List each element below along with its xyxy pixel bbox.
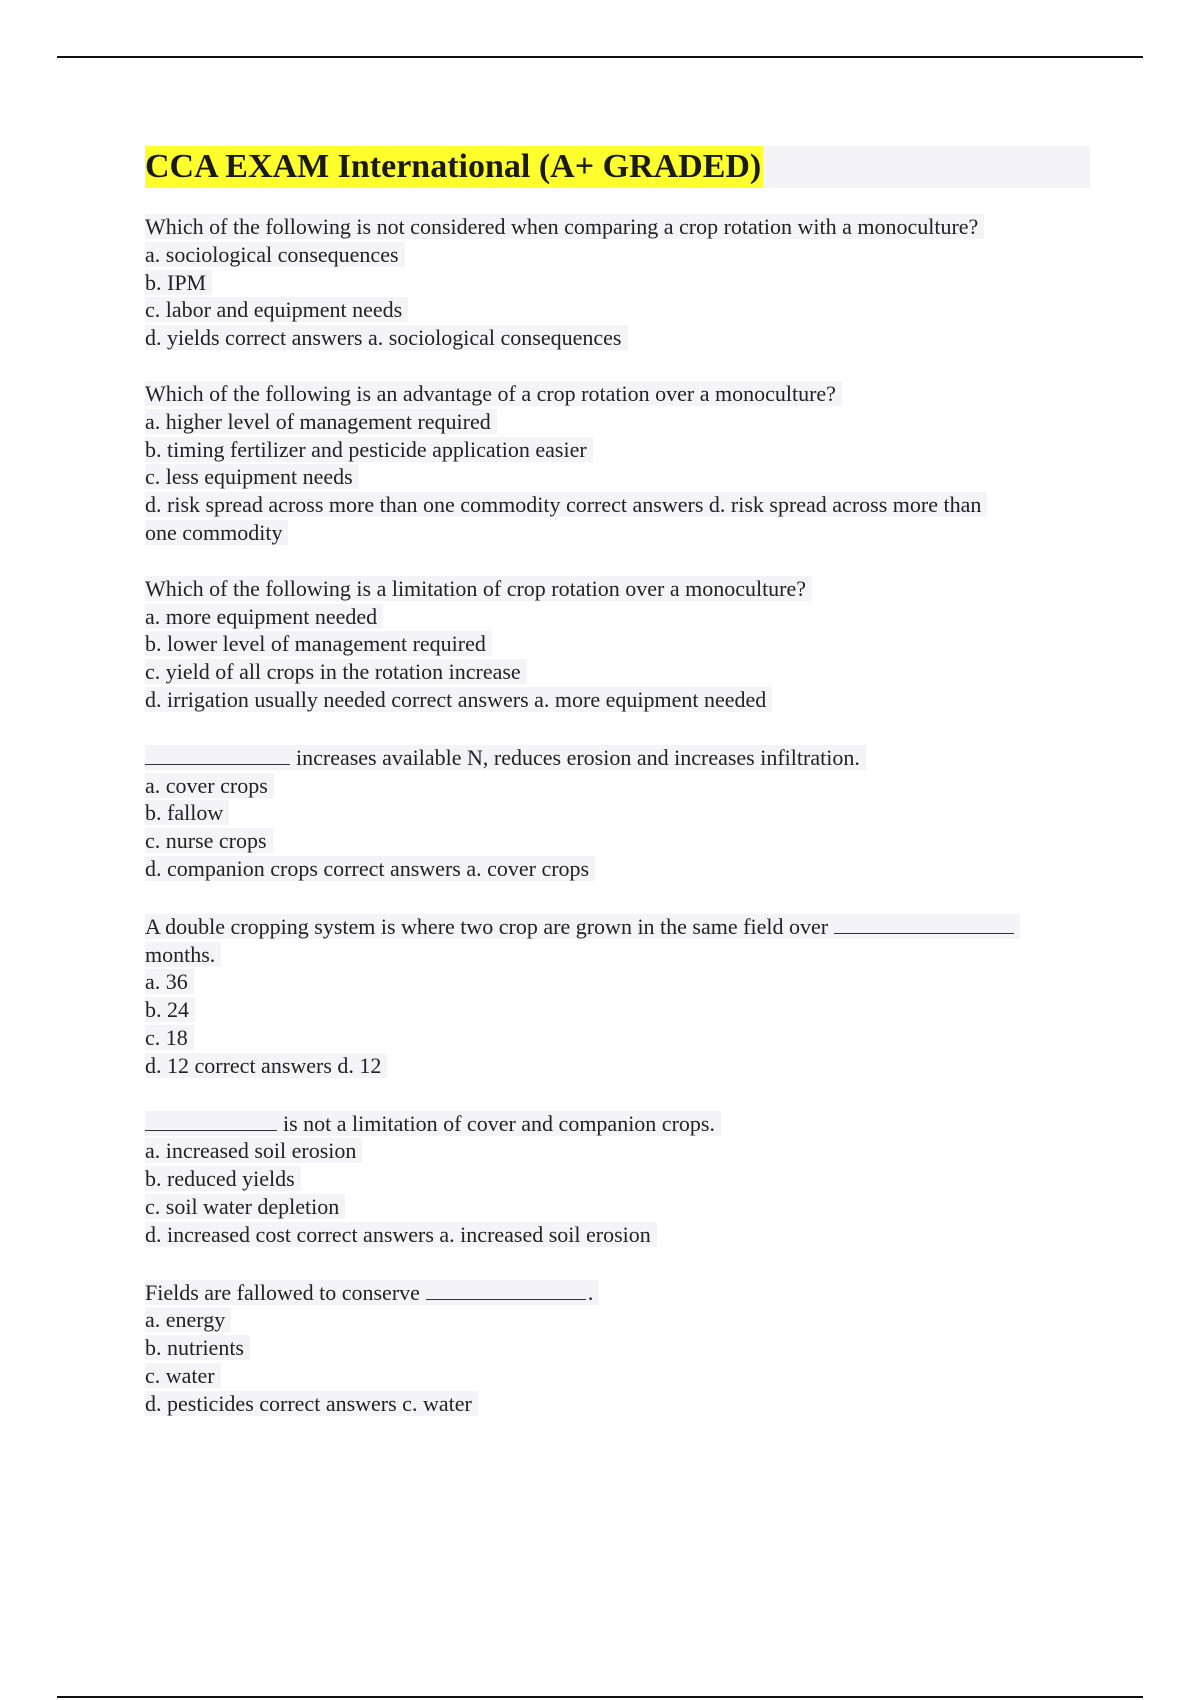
answer-option: b. timing fertilizer and pesticide application easier	[145, 437, 593, 462]
answer-option: a. increased soil erosion	[145, 1138, 362, 1163]
question-stem: Which of the following is not considered when comparing a crop rotation with a monoculture?	[145, 214, 984, 239]
question-stem: Fields are fallowed to conserve	[145, 1279, 420, 1305]
question-1	[145, 213, 1090, 352]
answer-option: d. irrigation usually needed correct answers a. more equipment needed	[145, 687, 772, 712]
answer-option: b. fallow	[145, 800, 229, 825]
question-stem: Which of the following is a limitation of crop rotation over a monoculture?	[145, 576, 812, 601]
document-title: CCA EXAM International (A+ GRADED)	[145, 146, 763, 188]
question-list	[145, 213, 1090, 1417]
question-stem: A double cropping system is where two crop are grown in the same field over	[145, 913, 829, 939]
answer-option: c. water	[145, 1363, 221, 1388]
answer-option: b. nutrients	[145, 1335, 250, 1360]
question-stem: Which of the following is an advantage of a crop rotation over a monoculture?	[145, 381, 842, 406]
answer-option: a. cover crops	[145, 773, 274, 798]
footer-rule	[57, 1696, 1143, 1698]
answer-option: c. 18	[145, 1025, 194, 1050]
answer-option: c. yield of all crops in the rotation increase	[145, 659, 527, 684]
header-rule	[57, 56, 1143, 58]
answer-option: b. reduced yields	[145, 1166, 301, 1191]
answer-option: d. pesticides correct answers c. water	[145, 1391, 478, 1416]
question-stem-end: .	[587, 1279, 594, 1305]
title-band	[145, 146, 1090, 188]
fill-in-blank	[426, 1277, 586, 1300]
answer-option-continuation: one commodity	[145, 520, 288, 545]
answer-option: d. companion crops correct answers a. cover crops	[145, 856, 595, 881]
answer-option: a. energy	[145, 1307, 231, 1332]
question-stem: is not a limitation of cover and companion crops.	[283, 1110, 715, 1136]
question-stem: increases available N, reduces erosion and increases infiltration.	[296, 744, 860, 770]
answer-option: b. 24	[145, 997, 195, 1022]
answer-option: c. less equipment needs	[145, 464, 359, 489]
fill-in-blank	[834, 911, 1014, 934]
answer-option: b. lower level of management required	[145, 631, 492, 656]
document-body	[145, 146, 1090, 1445]
question-2	[145, 380, 1090, 547]
answer-option: a. sociological consequences	[145, 242, 405, 267]
fill-in-blank	[145, 1108, 277, 1131]
answer-option: d. 12 correct answers d. 12	[145, 1053, 387, 1078]
answer-option: d. increased cost correct answers a. increased soil erosion	[145, 1222, 657, 1247]
answer-option: c. soil water depletion	[145, 1194, 345, 1219]
answer-option: d. risk spread across more than one commodity correct answers d. risk spread across more than	[145, 492, 987, 517]
fill-in-blank	[145, 742, 290, 765]
question-stem-continuation: months.	[145, 942, 221, 967]
question-6	[145, 1108, 1090, 1249]
answer-option: c. nurse crops	[145, 828, 273, 853]
question-3	[145, 575, 1090, 714]
question-4	[145, 742, 1090, 883]
answer-option: a. more equipment needed	[145, 604, 383, 629]
answer-option: d. yields correct answers a. sociological consequences	[145, 325, 628, 350]
answer-option: c. labor and equipment needs	[145, 297, 408, 322]
question-7	[145, 1277, 1090, 1418]
question-5	[145, 911, 1090, 1080]
answer-option: a. 36	[145, 969, 194, 994]
answer-option: a. higher level of management required	[145, 409, 497, 434]
answer-option: b. IPM	[145, 270, 212, 295]
